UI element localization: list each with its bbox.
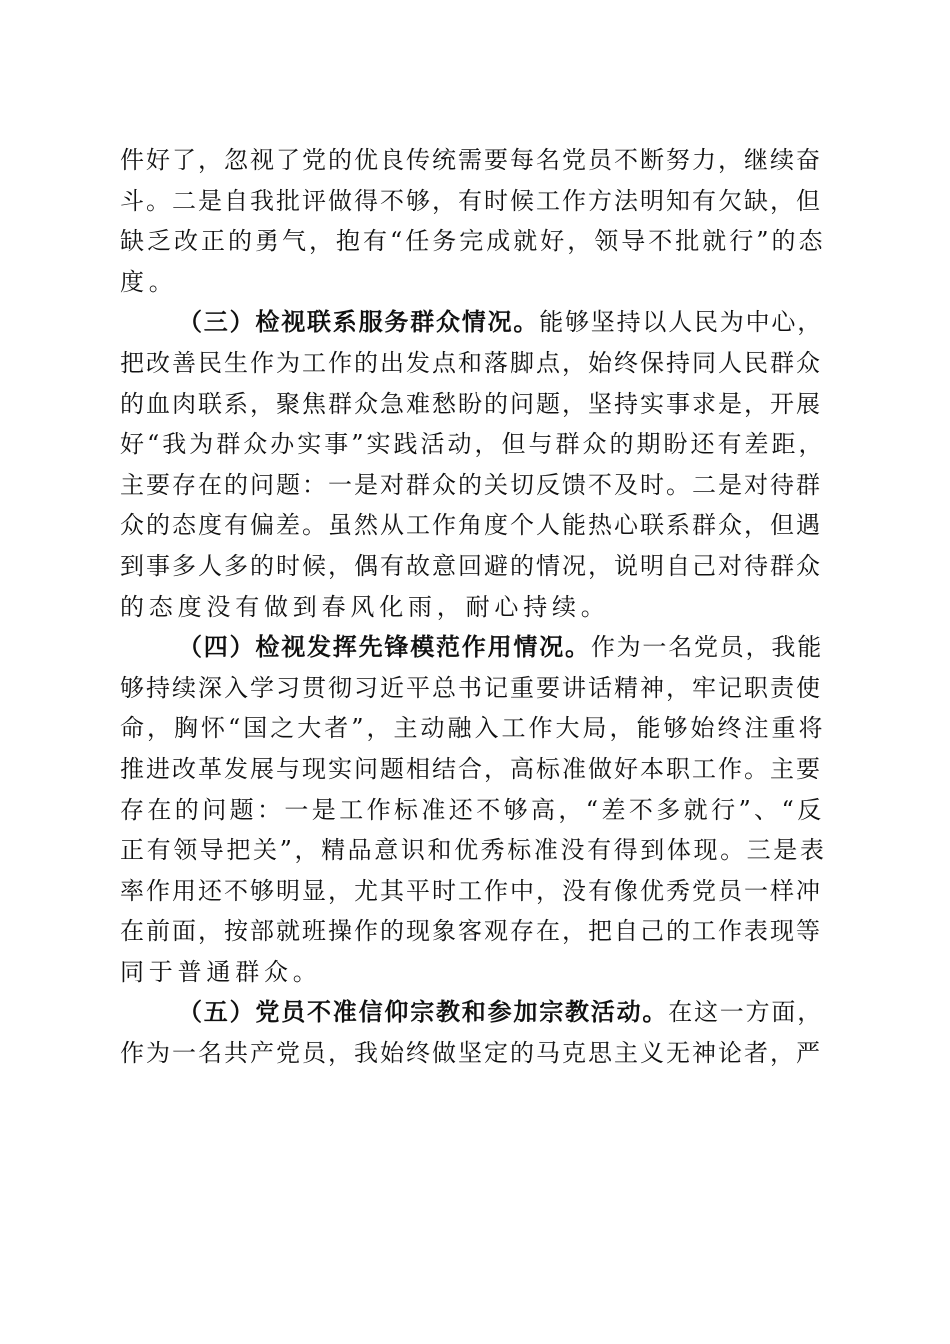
text-line: 在前面，按部就班操作的现象客观存在，把自己的工作表现等 (120, 917, 822, 946)
text-line-first (120, 302, 826, 343)
text-line: 作为一名共产党员，我始终做坚定的马克思主义无神论者，严 (120, 1039, 822, 1068)
text-line: 存在的问题：一是工作标准还不够高，“差不多就行”、“反 (120, 795, 825, 824)
text-line-first (120, 992, 826, 1033)
paragraph-section-3 (120, 302, 826, 627)
section-heading: （四）检视发挥先锋模范作用情况。 (178, 632, 591, 662)
text-line: 斗。二是自我批评做得不够，有时候工作方法明知有欠缺，但 (120, 186, 822, 215)
paragraph-section-5 (120, 992, 826, 1073)
text-line: 好“我为群众办实事”实践活动，但与群众的期盼还有差距， (120, 430, 826, 459)
text-line: 众的态度有偏差。虽然从工作角度个人能热心联系群众，但遇 (120, 511, 822, 540)
text-line: 同于普通群众。 (120, 957, 322, 986)
text-line: 缺乏改正的勇气，抱有“任务完成就好，领导不批就行”的态 (120, 227, 826, 256)
text-run: 能够坚持以人民为中心， (539, 308, 824, 337)
text-run: 在这一方面， (668, 998, 824, 1027)
text-line: 够持续深入学习贯彻习近平总书记重要讲话精神，牢记职责使 (120, 673, 822, 702)
text-line-first (120, 627, 826, 668)
document-body (120, 140, 826, 1074)
text-line: 率作用还不够明显，尤其平时工作中，没有像优秀党员一样冲 (120, 876, 822, 905)
text-run: 作为一名党员，我能 (590, 633, 824, 662)
section-heading: （五）党员不准信仰宗教和参加宗教活动。 (178, 997, 669, 1027)
text-line: 的血肉联系，聚焦群众急难愁盼的问题，坚持实事求是，开展 (120, 389, 822, 418)
paragraph-continuation (120, 140, 826, 302)
section-heading: （三）检视联系服务群众情况。 (178, 307, 540, 337)
text-line: 主要存在的问题：一是对群众的关切反馈不及时。二是对待群 (120, 470, 822, 499)
text-line: 的态度没有做到春风化雨，耐心持续。 (120, 592, 610, 621)
text-line: 度。 (120, 267, 178, 296)
text-line: 命，胸怀“国之大者”，主动融入工作大局，能够始终注重将 (120, 714, 826, 743)
text-line: 到事多人多的时候，偶有故意回避的情况，说明自己对待群众 (120, 551, 822, 580)
text-line: 推进改革发展与现实问题相结合，高标准做好本职工作。主要 (120, 754, 822, 783)
text-line: 把改善民生作为工作的出发点和落脚点，始终保持同人民群众 (120, 348, 822, 377)
text-line: 正有领导把关”，精品意识和优秀标准没有得到体现。三是表 (120, 836, 827, 865)
paragraph-section-4 (120, 627, 826, 992)
text-line: 件好了，忽视了党的优良传统需要每名党员不断努力，继续奋 (120, 146, 822, 174)
